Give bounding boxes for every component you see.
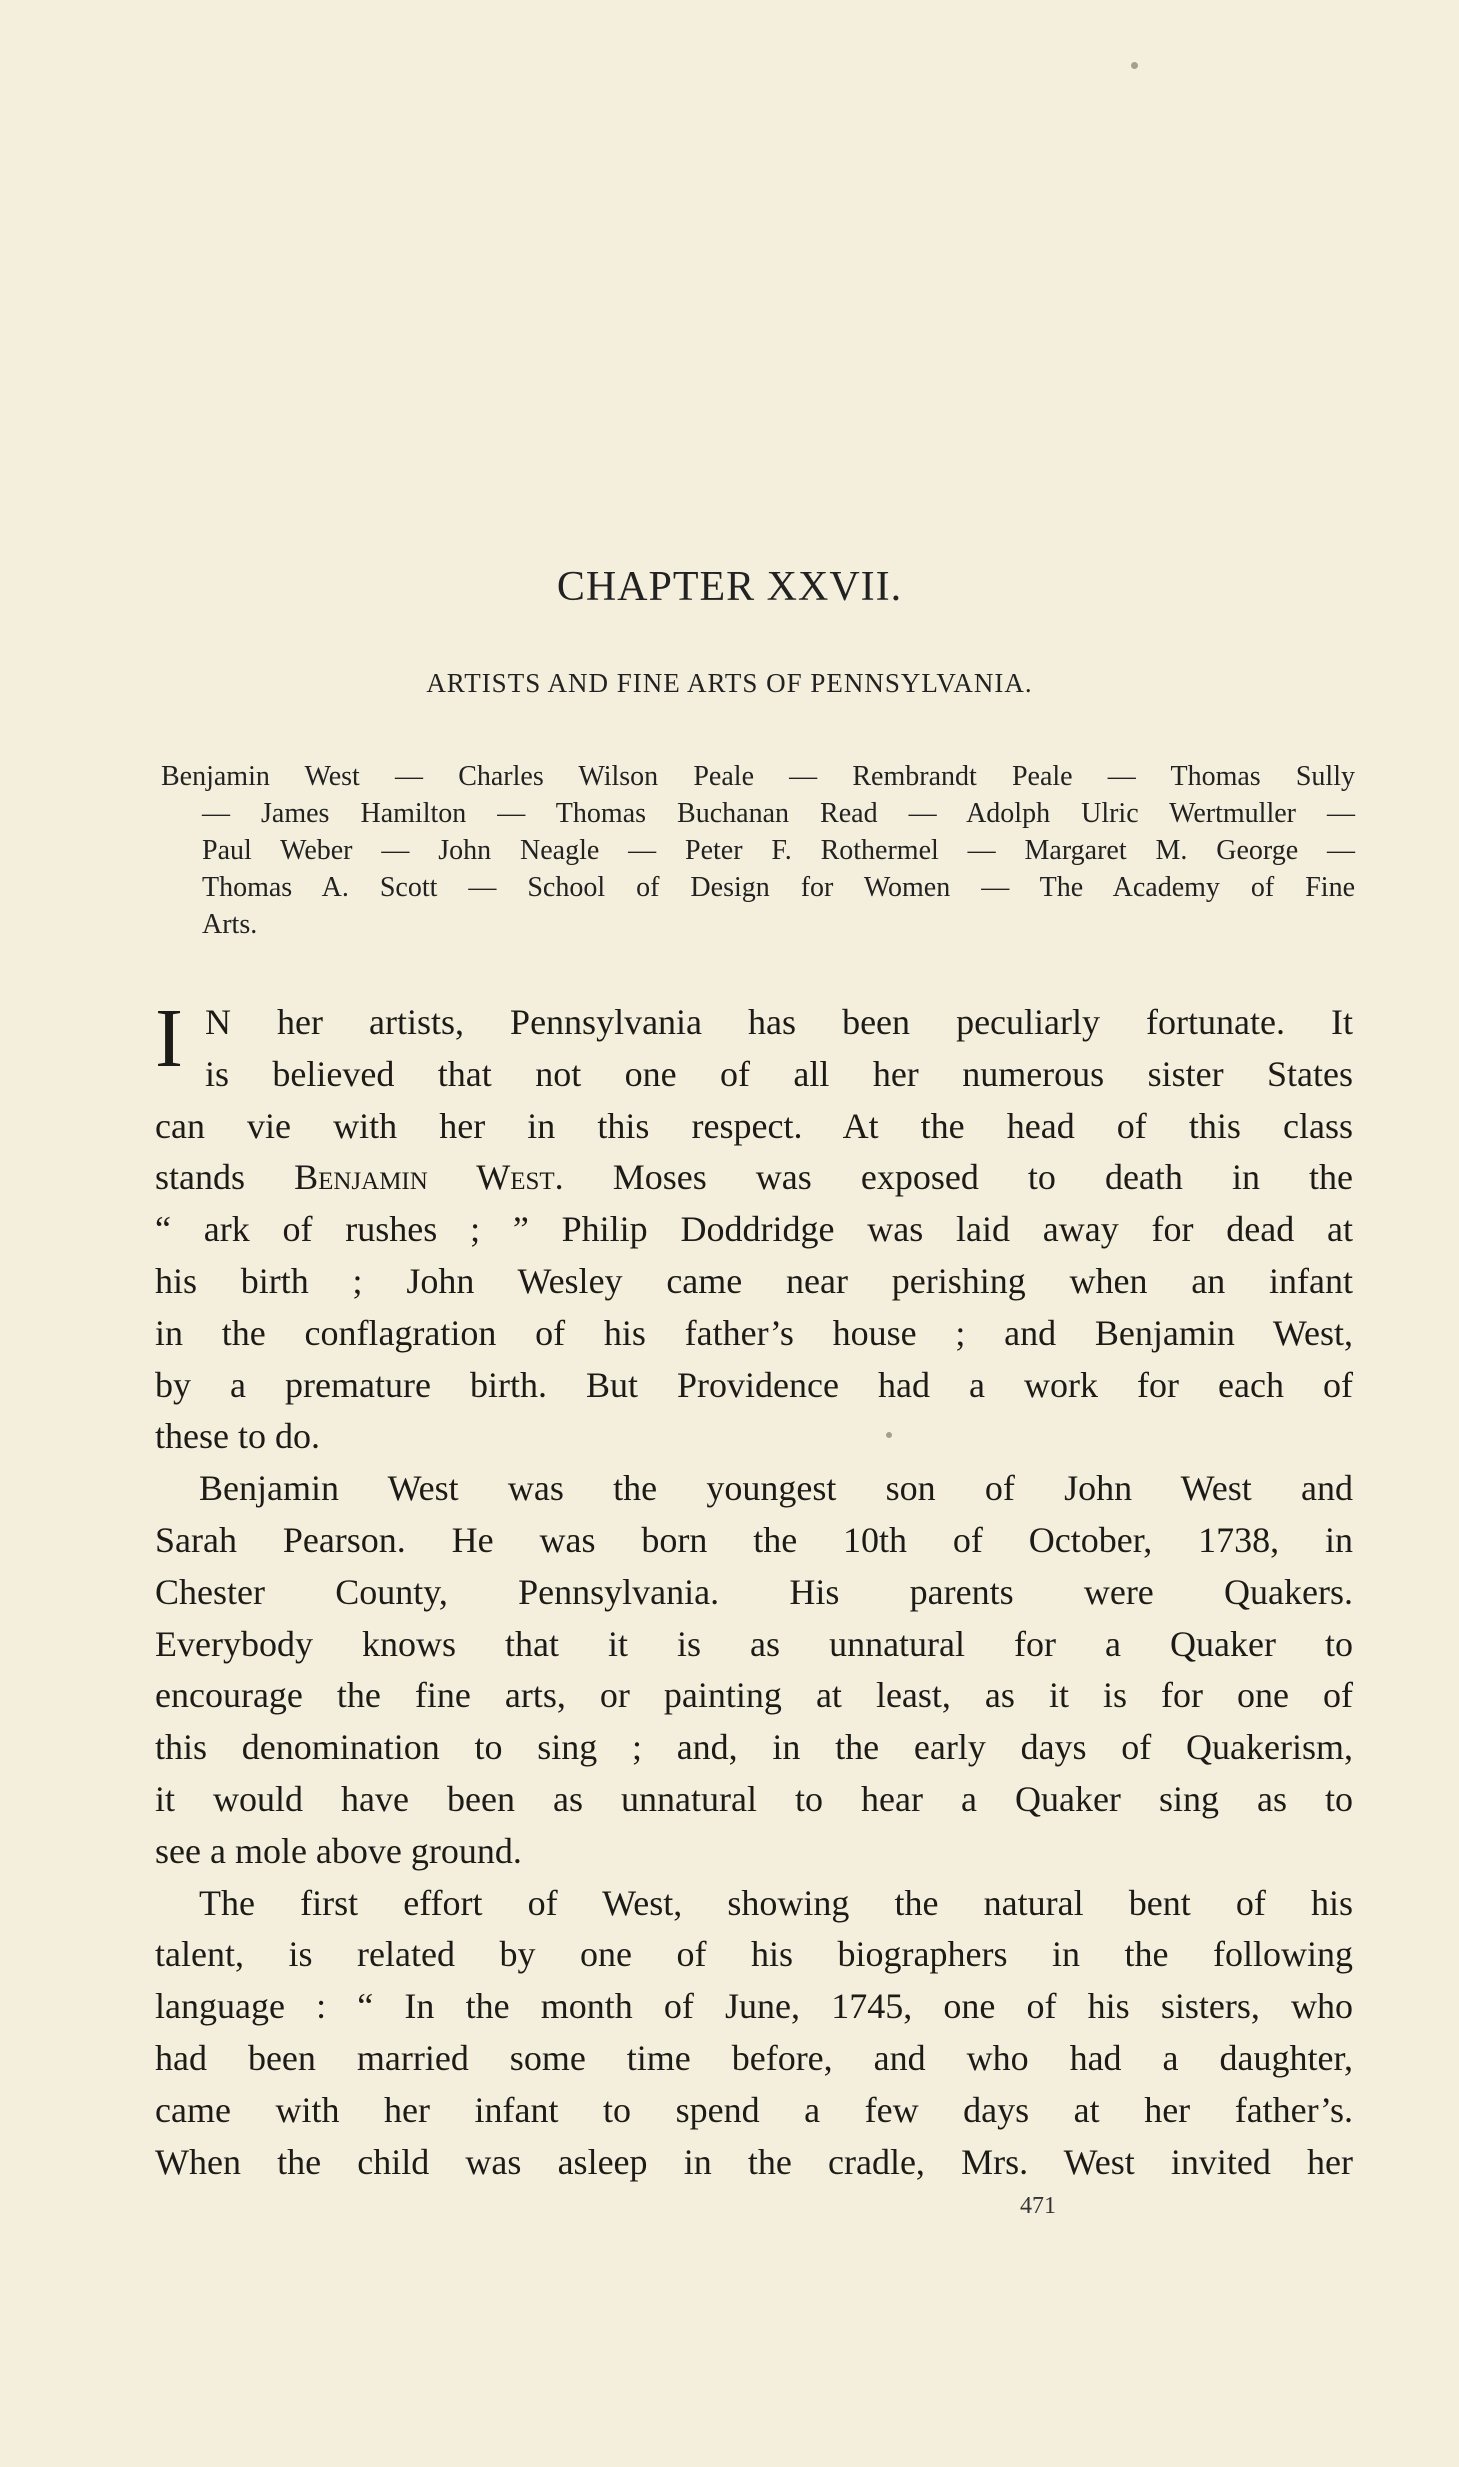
- body-line: Everybody knows that it is as unnatural for a Quaker to: [155, 1623, 1353, 1664]
- summary-line: Arts.: [202, 909, 258, 940]
- page-speck: [1131, 62, 1138, 69]
- body-line: language : “ In the month of June, 1745, one of his sisters, who: [155, 1986, 1353, 2027]
- summary-line: Thomas A. Scott — School of Design for Women — The Academy of Fine: [202, 872, 1355, 903]
- body-line: “ ark of rushes ; ” Philip Doddridge was laid away for dead at: [155, 1209, 1353, 1250]
- body-line: encourage the fine arts, or painting at least, as it is for one of: [155, 1675, 1353, 1716]
- body-line: came with her infant to spend a few days at her father’s.: [155, 2089, 1353, 2130]
- body-line: [155, 1152, 1353, 1204]
- chapter-subtitle: ARTISTS AND FINE ARTS OF PENNSYLVANIA.: [426, 668, 1033, 698]
- body-word: Moses was exposed to death in the: [612, 1157, 1354, 1198]
- body-line: his birth ; John Wesley came near perishing when an infant: [155, 1260, 1353, 1301]
- body-line: N her artists, Pennsylvania has been peculiarly fortunate. It: [205, 1002, 1353, 1042]
- summary-line: — James Hamilton — Thomas Buchanan Read — Adolph Ulric Wertmuller —: [202, 798, 1355, 829]
- drop-cap: I: [155, 992, 183, 1085]
- body-line: The first effort of West, showing the natural bent of his: [199, 1882, 1353, 1923]
- chapter-summary: [161, 758, 1355, 943]
- person-name: Benjamin West.: [294, 1157, 564, 1198]
- body-line: Chester County, Pennsylvania. His parents were Quakers.: [155, 1571, 1353, 1612]
- body-line: had been married some time before, and who had a daughter,: [155, 2037, 1353, 2078]
- body-line: Sarah Pearson. He was born the 10th of October, 1738, in: [155, 1519, 1353, 1560]
- summary-line: Paul Weber — John Neagle — Peter F. Rothermel — Margaret M. George —: [202, 835, 1355, 866]
- body-line: this denomination to sing ; and, in the early days of Quakerism,: [155, 1727, 1353, 1768]
- body-line: see a mole above ground.: [155, 1830, 522, 1871]
- body-text: [155, 992, 1354, 2188]
- body-line: When the child was asleep in the cradle, Mrs. West invited her: [155, 2141, 1353, 2182]
- body-line: it would have been as unnatural to hear a Quaker sing as to: [155, 1778, 1353, 1819]
- body-line: these to do.: [155, 1416, 320, 1457]
- body-line: talent, is related by one of his biographers in the following: [155, 1934, 1353, 1975]
- body-line: by a premature birth. But Providence had a work for each of: [155, 1364, 1353, 1405]
- page-number: 471: [1020, 2193, 1056, 2219]
- chapter-title: CHAPTER XXVII.: [556, 564, 903, 610]
- body-word: stands: [155, 1157, 245, 1198]
- summary-line: Benjamin West — Charles Wilson Peale — Rembrandt Peale — Thomas Sully: [161, 761, 1355, 792]
- body-line: Benjamin West was the youngest son of John West and: [199, 1468, 1353, 1509]
- body-line: is believed that not one of all her numerous sister States: [205, 1053, 1353, 1094]
- body-line: can vie with her in this respect. At the head of this class: [155, 1105, 1353, 1146]
- body-line: in the conflagration of his father’s house ; and Benjamin West,: [155, 1312, 1353, 1353]
